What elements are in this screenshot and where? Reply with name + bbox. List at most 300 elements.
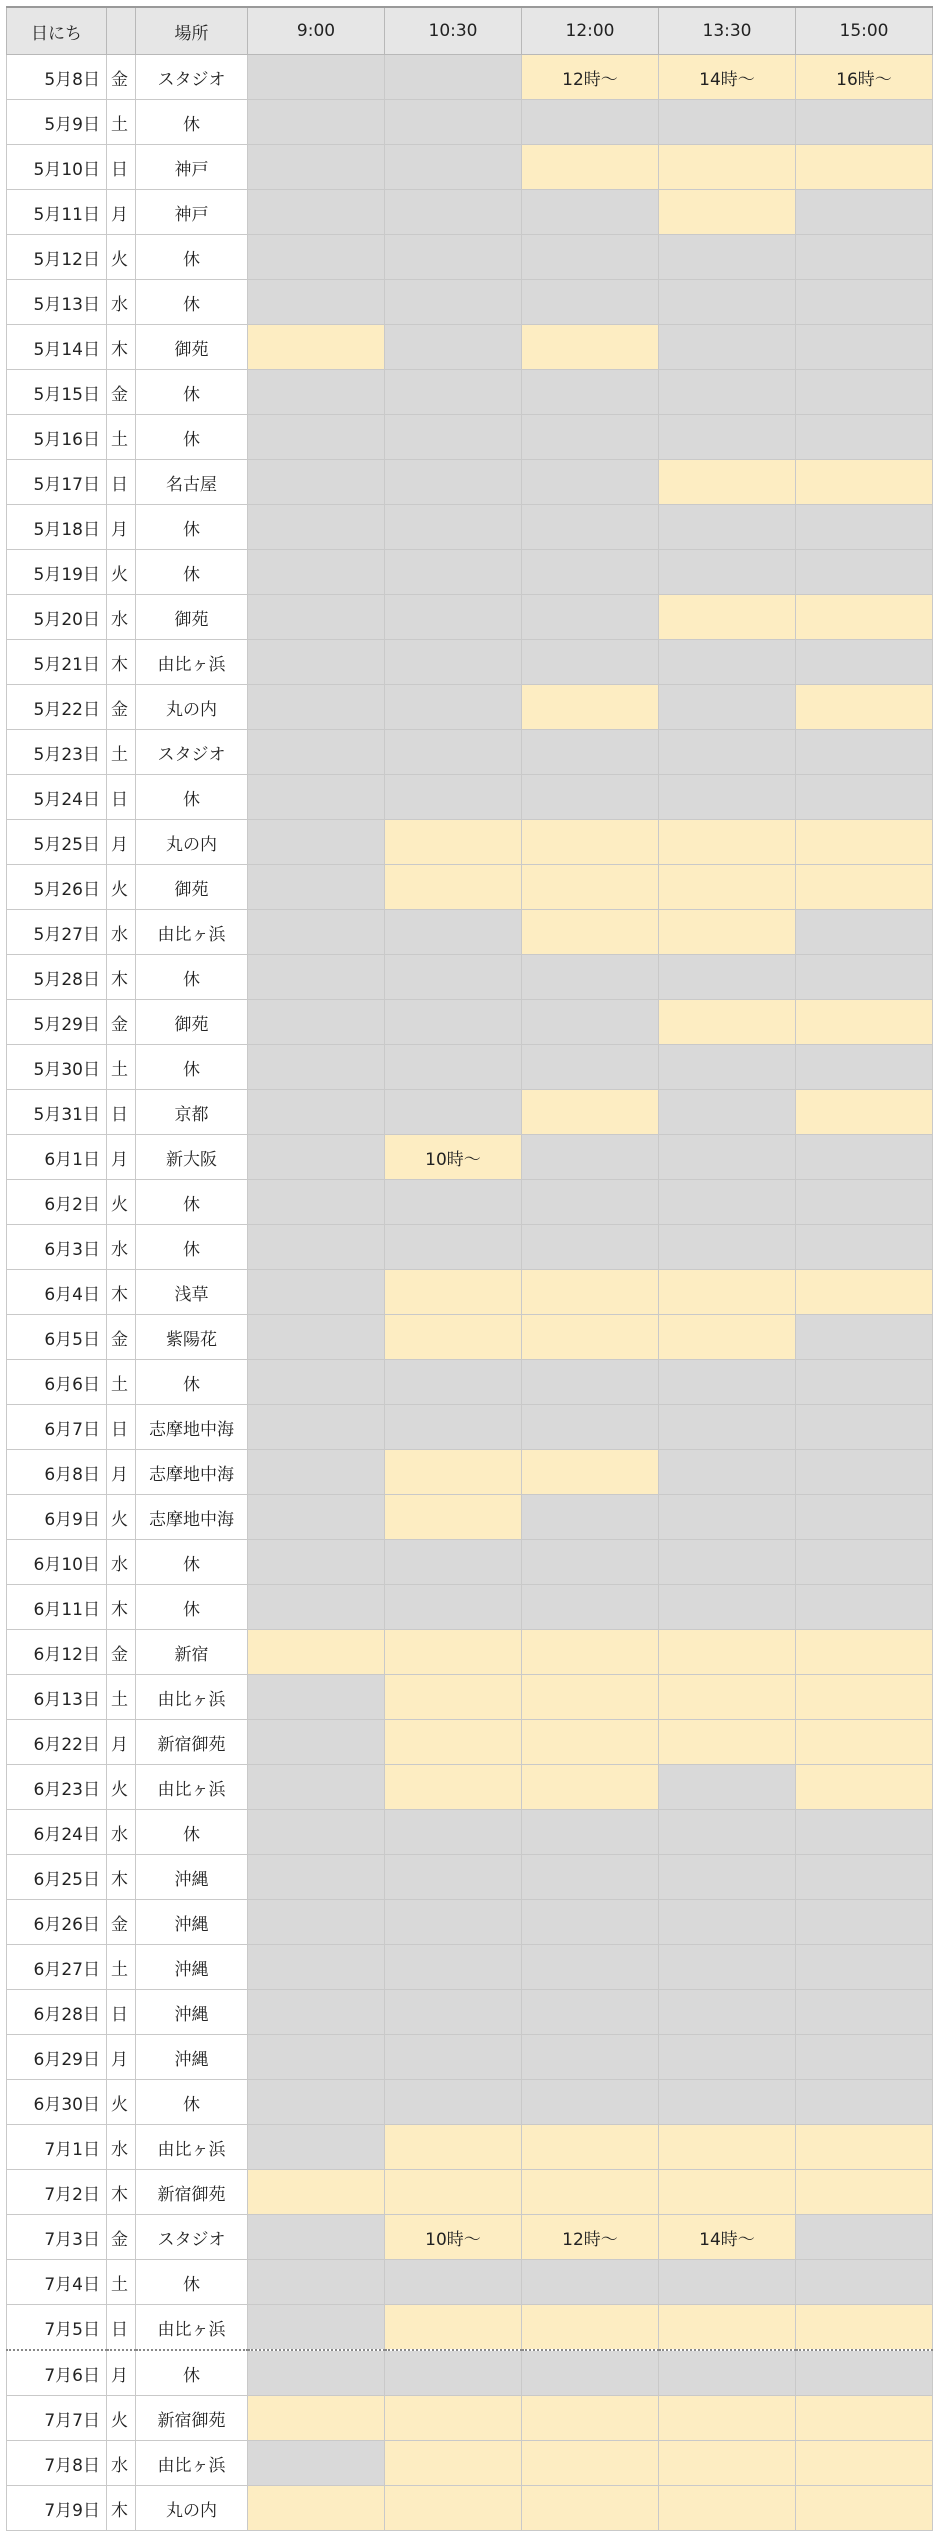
slot-available[interactable]	[522, 1765, 659, 1810]
row-weekday: 日	[107, 460, 136, 505]
slot-available[interactable]	[522, 2305, 659, 2351]
slot-unavailable	[659, 1540, 796, 1585]
row-weekday: 水	[107, 1810, 136, 1855]
row-location: 休	[136, 415, 248, 460]
slot-unavailable	[385, 325, 522, 370]
slot-unavailable	[248, 1315, 385, 1360]
schedule-row	[7, 1585, 933, 1630]
slot-available[interactable]	[796, 1000, 933, 1045]
slot-available[interactable]	[385, 820, 522, 865]
slot-available[interactable]	[522, 1090, 659, 1135]
row-weekday: 日	[107, 1090, 136, 1135]
slot-unavailable	[248, 865, 385, 910]
slot-unavailable	[659, 1450, 796, 1495]
slot-unavailable	[659, 2080, 796, 2125]
schedule-row	[7, 2035, 933, 2080]
slot-available[interactable]	[385, 1630, 522, 1675]
slot-unavailable	[385, 145, 522, 190]
slot-unavailable	[385, 2260, 522, 2305]
slot-available[interactable]	[385, 1675, 522, 1720]
row-location: 神戸	[136, 145, 248, 190]
slot-available[interactable]	[385, 1720, 522, 1765]
row-date: 7月8日	[7, 2441, 107, 2486]
slot-unavailable	[659, 280, 796, 325]
row-date: 6月10日	[7, 1540, 107, 1585]
slot-available[interactable]	[659, 2170, 796, 2215]
row-weekday: 金	[107, 1000, 136, 1045]
row-date: 6月27日	[7, 1945, 107, 1990]
row-date: 5月18日	[7, 505, 107, 550]
slot-unavailable	[248, 820, 385, 865]
slot-available[interactable]	[659, 820, 796, 865]
slot-unavailable	[385, 595, 522, 640]
slot-unavailable	[248, 2260, 385, 2305]
slot-available[interactable]	[796, 2125, 933, 2170]
slot-available[interactable]	[796, 460, 933, 505]
slot-available[interactable]	[385, 2170, 522, 2215]
slot-available[interactable]: 12時〜	[522, 55, 659, 100]
slot-unavailable	[796, 2215, 933, 2260]
header-slot-1030: 10:30	[385, 7, 522, 55]
slot-unavailable	[248, 640, 385, 685]
slot-unavailable	[522, 1945, 659, 1990]
slot-available[interactable]	[522, 2170, 659, 2215]
row-weekday: 火	[107, 865, 136, 910]
slot-unavailable	[522, 1045, 659, 1090]
slot-unavailable	[248, 1135, 385, 1180]
schedule-row	[7, 2305, 933, 2351]
slot-unavailable	[522, 1900, 659, 1945]
slot-unavailable	[522, 1135, 659, 1180]
slot-unavailable	[796, 1585, 933, 1630]
row-date: 5月10日	[7, 145, 107, 190]
row-weekday: 火	[107, 550, 136, 595]
schedule-row	[7, 1855, 933, 1900]
slot-available[interactable]: 10時〜	[385, 2215, 522, 2260]
slot-unavailable	[659, 1090, 796, 1135]
slot-available[interactable]	[796, 2305, 933, 2351]
slot-available[interactable]	[796, 595, 933, 640]
row-weekday: 月	[107, 1450, 136, 1495]
slot-available[interactable]	[522, 2441, 659, 2486]
slot-unavailable	[659, 325, 796, 370]
slot-unavailable	[248, 685, 385, 730]
slot-unavailable	[248, 1990, 385, 2035]
row-location: 新宿御苑	[136, 1720, 248, 1765]
slot-available[interactable]	[659, 145, 796, 190]
slot-unavailable	[659, 235, 796, 280]
slot-available[interactable]	[385, 1315, 522, 1360]
slot-available[interactable]	[659, 2305, 796, 2351]
slot-available[interactable]	[522, 325, 659, 370]
slot-available[interactable]	[796, 865, 933, 910]
slot-unavailable	[385, 1810, 522, 1855]
slot-available[interactable]	[659, 595, 796, 640]
slot-available[interactable]	[522, 1270, 659, 1315]
slot-unavailable	[522, 1810, 659, 1855]
row-weekday: 土	[107, 415, 136, 460]
slot-available[interactable]	[796, 145, 933, 190]
row-location: 沖縄	[136, 2035, 248, 2080]
row-location: 休	[136, 955, 248, 1000]
row-weekday: 水	[107, 1225, 136, 1270]
slot-available[interactable]	[796, 1720, 933, 1765]
slot-available[interactable]	[522, 145, 659, 190]
slot-available[interactable]	[796, 2396, 933, 2441]
slot-unavailable	[248, 1720, 385, 1765]
schedule-row	[7, 1270, 933, 1315]
slot-available[interactable]: 12時〜	[522, 2215, 659, 2260]
slot-unavailable	[522, 1225, 659, 1270]
slot-unavailable	[659, 2350, 796, 2396]
slot-unavailable	[796, 1045, 933, 1090]
row-location: 休	[136, 505, 248, 550]
schedule-row	[7, 2080, 933, 2125]
row-location: 休	[136, 1810, 248, 1855]
slot-unavailable	[796, 1225, 933, 1270]
slot-available[interactable]	[248, 1630, 385, 1675]
slot-unavailable	[385, 505, 522, 550]
slot-unavailable	[659, 415, 796, 460]
row-weekday: 土	[107, 730, 136, 775]
row-date: 5月24日	[7, 775, 107, 820]
slot-unavailable	[385, 460, 522, 505]
slot-available[interactable]	[385, 2125, 522, 2170]
slot-available[interactable]	[385, 2486, 522, 2531]
slot-unavailable	[659, 100, 796, 145]
slot-available[interactable]	[659, 190, 796, 235]
slot-available[interactable]: 10時〜	[385, 1135, 522, 1180]
slot-unavailable	[385, 2350, 522, 2396]
row-weekday: 火	[107, 1180, 136, 1225]
slot-available[interactable]	[385, 2396, 522, 2441]
header-date: 日にち	[7, 7, 107, 55]
slot-available[interactable]	[796, 2441, 933, 2486]
slot-unavailable	[659, 1495, 796, 1540]
row-weekday: 月	[107, 820, 136, 865]
row-date: 5月30日	[7, 1045, 107, 1090]
slot-unavailable	[385, 955, 522, 1000]
row-location: 休	[136, 2260, 248, 2305]
row-weekday: 土	[107, 1945, 136, 1990]
row-location: 志摩地中海	[136, 1495, 248, 1540]
row-weekday: 火	[107, 2396, 136, 2441]
slot-available[interactable]	[522, 910, 659, 955]
slot-unavailable	[659, 685, 796, 730]
slot-unavailable	[248, 100, 385, 145]
row-date: 5月19日	[7, 550, 107, 595]
slot-unavailable	[248, 955, 385, 1000]
row-location: 由比ヶ浜	[136, 2441, 248, 2486]
row-location: 休	[136, 2350, 248, 2396]
slot-available[interactable]	[796, 2486, 933, 2531]
slot-available[interactable]	[796, 1270, 933, 1315]
header-slot-1200: 12:00	[522, 7, 659, 55]
slot-available[interactable]	[659, 2396, 796, 2441]
row-weekday: 金	[107, 1630, 136, 1675]
slot-unavailable	[522, 190, 659, 235]
slot-available[interactable]	[385, 1450, 522, 1495]
row-location: 沖縄	[136, 1900, 248, 1945]
slot-available[interactable]	[796, 685, 933, 730]
schedule-row	[7, 1765, 933, 1810]
row-location: 沖縄	[136, 1855, 248, 1900]
row-location: 新宿御苑	[136, 2170, 248, 2215]
row-location: 休	[136, 2080, 248, 2125]
slot-unavailable	[385, 1855, 522, 1900]
schedule-row	[7, 1630, 933, 1675]
row-location: 名古屋	[136, 460, 248, 505]
slot-unavailable	[796, 640, 933, 685]
slot-available[interactable]	[248, 325, 385, 370]
slot-unavailable	[659, 505, 796, 550]
row-weekday: 火	[107, 1495, 136, 1540]
row-date: 5月31日	[7, 1090, 107, 1135]
slot-unavailable	[385, 2080, 522, 2125]
slot-unavailable	[522, 2350, 659, 2396]
row-location: 志摩地中海	[136, 1405, 248, 1450]
slot-available[interactable]: 16時〜	[796, 55, 933, 100]
row-location: スタジオ	[136, 55, 248, 100]
row-date: 5月13日	[7, 280, 107, 325]
slot-available[interactable]	[659, 865, 796, 910]
schedule-row	[7, 1810, 933, 1855]
slot-available[interactable]	[385, 1495, 522, 1540]
slot-unavailable	[796, 775, 933, 820]
row-date: 5月12日	[7, 235, 107, 280]
schedule-row	[7, 1720, 933, 1765]
slot-unavailable	[659, 1990, 796, 2035]
schedule-row	[7, 1315, 933, 1360]
slot-unavailable	[385, 1225, 522, 1270]
slot-available[interactable]	[659, 2125, 796, 2170]
slot-unavailable	[385, 685, 522, 730]
slot-available[interactable]	[659, 1630, 796, 1675]
slot-available[interactable]	[659, 2441, 796, 2486]
slot-unavailable	[248, 1360, 385, 1405]
slot-unavailable	[385, 415, 522, 460]
slot-available[interactable]	[522, 865, 659, 910]
slot-unavailable	[248, 1810, 385, 1855]
slot-unavailable	[248, 2125, 385, 2170]
slot-available[interactable]	[522, 1630, 659, 1675]
schedule-row	[7, 2260, 933, 2305]
slot-available[interactable]	[796, 2170, 933, 2215]
slot-unavailable	[796, 325, 933, 370]
slot-available[interactable]	[659, 1270, 796, 1315]
slot-unavailable	[248, 1450, 385, 1495]
slot-unavailable	[385, 1000, 522, 1045]
schedule-body	[7, 55, 933, 2531]
slot-unavailable	[522, 1585, 659, 1630]
slot-unavailable	[796, 1945, 933, 1990]
row-date: 7月9日	[7, 2486, 107, 2531]
slot-unavailable	[385, 1540, 522, 1585]
schedule-row	[7, 325, 933, 370]
row-weekday: 水	[107, 2441, 136, 2486]
schedule-row	[7, 100, 933, 145]
schedule-row	[7, 190, 933, 235]
schedule-row	[7, 55, 933, 100]
slot-available[interactable]	[796, 1675, 933, 1720]
schedule-row	[7, 1180, 933, 1225]
row-weekday: 月	[107, 2035, 136, 2080]
row-weekday: 土	[107, 1360, 136, 1405]
row-date: 6月22日	[7, 1720, 107, 1765]
slot-unavailable	[385, 1945, 522, 1990]
slot-available[interactable]	[385, 865, 522, 910]
slot-unavailable	[385, 190, 522, 235]
slot-available[interactable]	[522, 685, 659, 730]
slot-available[interactable]	[248, 2170, 385, 2215]
slot-unavailable	[659, 640, 796, 685]
schedule-row	[7, 1045, 933, 1090]
row-date: 5月17日	[7, 460, 107, 505]
row-weekday: 水	[107, 595, 136, 640]
slot-unavailable	[659, 1585, 796, 1630]
slot-available[interactable]	[385, 1765, 522, 1810]
row-location: 由比ヶ浜	[136, 1765, 248, 1810]
row-date: 6月4日	[7, 1270, 107, 1315]
slot-unavailable	[248, 55, 385, 100]
slot-available[interactable]	[522, 820, 659, 865]
row-weekday: 土	[107, 100, 136, 145]
slot-unavailable	[522, 280, 659, 325]
row-weekday: 木	[107, 325, 136, 370]
row-weekday: 日	[107, 1405, 136, 1450]
slot-unavailable	[659, 1045, 796, 1090]
row-date: 5月22日	[7, 685, 107, 730]
row-location: 紫陽花	[136, 1315, 248, 1360]
slot-available[interactable]	[522, 1675, 659, 1720]
slot-available[interactable]	[522, 2396, 659, 2441]
row-location: 御苑	[136, 595, 248, 640]
slot-unavailable	[248, 1225, 385, 1270]
schedule-row	[7, 2350, 933, 2396]
row-weekday: 日	[107, 2305, 136, 2351]
row-date: 6月3日	[7, 1225, 107, 1270]
row-weekday: 月	[107, 2350, 136, 2396]
slot-available[interactable]	[796, 1090, 933, 1135]
schedule-row	[7, 1135, 933, 1180]
slot-available[interactable]	[659, 1315, 796, 1360]
slot-available[interactable]	[248, 2396, 385, 2441]
schedule-row	[7, 640, 933, 685]
slot-available[interactable]	[796, 1630, 933, 1675]
row-location: 休	[136, 1180, 248, 1225]
row-location: 休	[136, 1225, 248, 1270]
slot-available[interactable]	[659, 2486, 796, 2531]
slot-available[interactable]	[522, 1315, 659, 1360]
slot-unavailable	[248, 1765, 385, 1810]
slot-unavailable	[248, 1045, 385, 1090]
row-date: 5月28日	[7, 955, 107, 1000]
slot-unavailable	[248, 2035, 385, 2080]
slot-unavailable	[385, 235, 522, 280]
slot-unavailable	[659, 370, 796, 415]
schedule-row	[7, 550, 933, 595]
schedule-row	[7, 1540, 933, 1585]
slot-unavailable	[522, 235, 659, 280]
slot-unavailable	[796, 505, 933, 550]
row-location: スタジオ	[136, 2215, 248, 2260]
slot-unavailable	[659, 1405, 796, 1450]
schedule-row	[7, 1495, 933, 1540]
slot-unavailable	[385, 370, 522, 415]
schedule-row	[7, 1225, 933, 1270]
slot-unavailable	[248, 280, 385, 325]
slot-unavailable	[385, 1090, 522, 1135]
row-date: 5月21日	[7, 640, 107, 685]
slot-available[interactable]	[385, 2441, 522, 2486]
row-location: 志摩地中海	[136, 1450, 248, 1495]
slot-available[interactable]	[522, 1720, 659, 1765]
slot-unavailable	[385, 1900, 522, 1945]
row-weekday: 木	[107, 2170, 136, 2215]
row-weekday: 木	[107, 955, 136, 1000]
slot-available[interactable]	[659, 910, 796, 955]
slot-unavailable	[796, 1450, 933, 1495]
slot-unavailable	[522, 415, 659, 460]
schedule-row	[7, 1000, 933, 1045]
slot-available[interactable]	[659, 1675, 796, 1720]
slot-available[interactable]	[248, 2486, 385, 2531]
slot-unavailable	[796, 955, 933, 1000]
row-location: 由比ヶ浜	[136, 640, 248, 685]
row-weekday: 火	[107, 235, 136, 280]
slot-available[interactable]	[659, 1000, 796, 1045]
slot-available[interactable]	[796, 1765, 933, 1810]
schedule-table	[6, 6, 933, 2531]
slot-available[interactable]	[522, 1450, 659, 1495]
slot-unavailable	[248, 505, 385, 550]
slot-available[interactable]	[796, 820, 933, 865]
slot-unavailable	[385, 55, 522, 100]
slot-unavailable	[796, 1990, 933, 2035]
slot-unavailable	[796, 1855, 933, 1900]
row-location: 休	[136, 280, 248, 325]
slot-unavailable	[659, 955, 796, 1000]
row-weekday: 土	[107, 1045, 136, 1090]
slot-available[interactable]: 14時〜	[659, 2215, 796, 2260]
row-date: 5月14日	[7, 325, 107, 370]
slot-available[interactable]	[385, 2305, 522, 2351]
slot-available[interactable]	[522, 2125, 659, 2170]
slot-unavailable	[248, 2080, 385, 2125]
slot-unavailable	[248, 1540, 385, 1585]
schedule-row	[7, 505, 933, 550]
slot-unavailable	[796, 415, 933, 460]
slot-available[interactable]: 14時〜	[659, 55, 796, 100]
slot-unavailable	[522, 1855, 659, 1900]
schedule-row	[7, 1405, 933, 1450]
row-location: 由比ヶ浜	[136, 2125, 248, 2170]
slot-available[interactable]	[659, 460, 796, 505]
slot-unavailable	[385, 1405, 522, 1450]
slot-unavailable	[796, 1495, 933, 1540]
row-date: 6月24日	[7, 1810, 107, 1855]
slot-available[interactable]	[385, 1270, 522, 1315]
slot-available[interactable]	[659, 1720, 796, 1765]
slot-available[interactable]	[522, 2486, 659, 2531]
schedule-row	[7, 2486, 933, 2531]
slot-unavailable	[248, 145, 385, 190]
schedule-row	[7, 865, 933, 910]
slot-unavailable	[522, 1180, 659, 1225]
slot-unavailable	[796, 1315, 933, 1360]
row-location: 京都	[136, 1090, 248, 1135]
slot-unavailable	[522, 370, 659, 415]
